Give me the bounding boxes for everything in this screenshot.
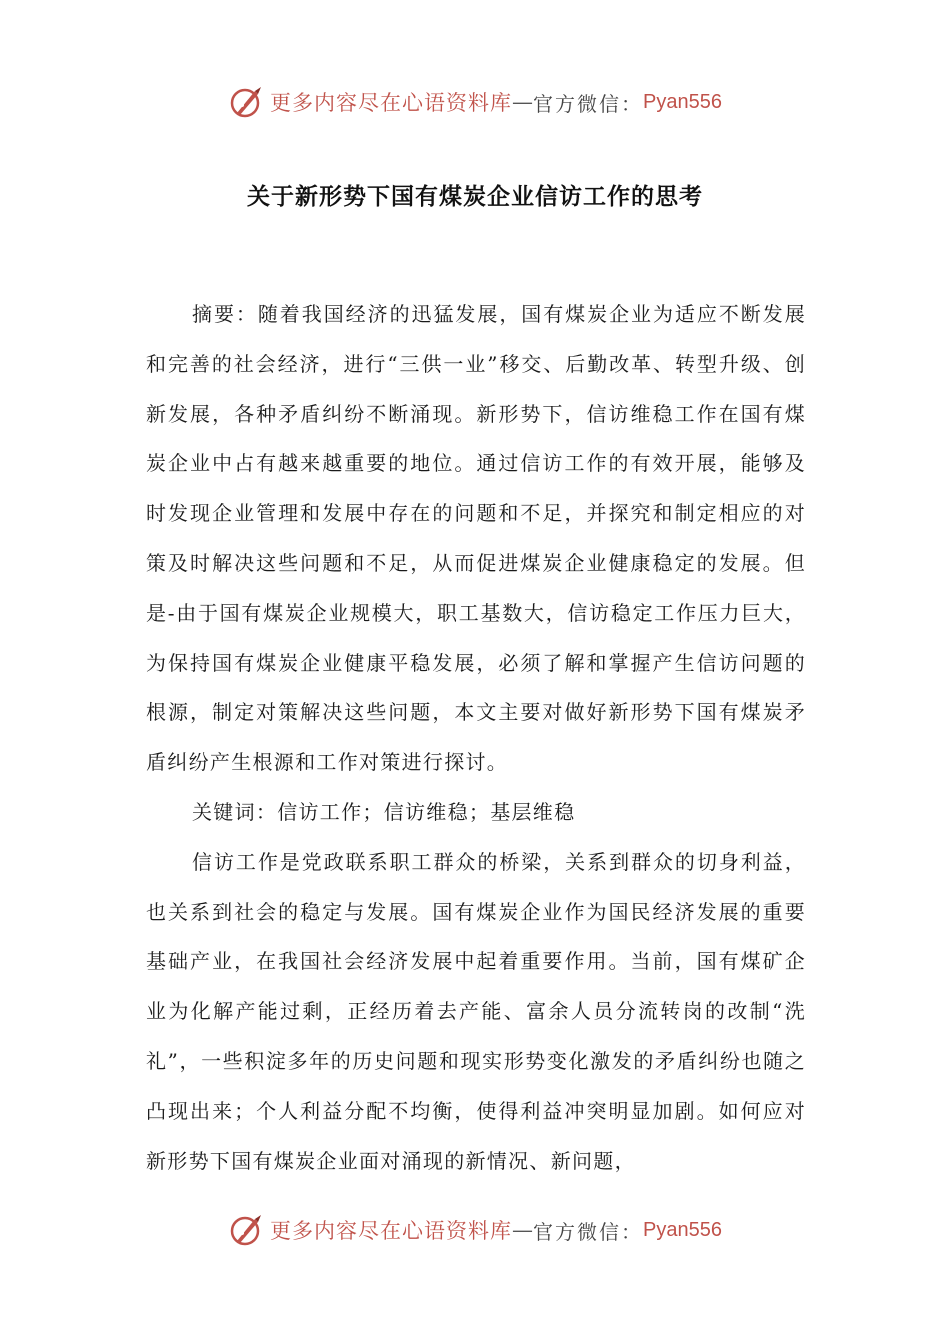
body-paragraph: 信访工作是党政联系职工群众的桥梁，关系到群众的切身利益，也关系到社会的稳定与发展。国有煤炭企业作为国民经济发展的重要基础产业，在我国社会经济发展中起着重要作用。当前，国有煤矿企业为化解产能过剩，正经历着去产能、富余人员分流转岗的改制“洗礼”，一些积淀多年的历史问题和现实形势变化激发的矛盾纠纷也随之凸现出来；个人利益分配不均衡，使得利益冲突明显加剧。如何应对新形势下国有煤炭企业面对涌现的新情况、新问题， — [146, 849, 806, 1173]
banner-separator: — — [512, 90, 534, 114]
banner-wechat-id: Pyan556 — [643, 1218, 722, 1241]
header-watermark-banner — [0, 82, 950, 122]
banner-wechat-id: Pyan556 — [643, 90, 722, 113]
banner-brand-text: 更多内容尽在心语资料库 — [270, 1219, 513, 1243]
banner-wechat-label: 官方微信： — [533, 1219, 644, 1244]
document-body — [146, 290, 806, 1186]
footer-watermark-banner — [0, 1210, 950, 1250]
banner-wechat-label: 官方微信： — [533, 91, 644, 116]
keywords-paragraph: 关键词：信访工作；信访维稳；基层维稳 — [192, 799, 576, 824]
abstract-paragraph: 摘要：随着我国经济的迅猛发展，国有煤炭企业为适应不断发展和完善的社会经济，进行“三供一业”移交、后勤改革、转型升级、创新发展，各种矛盾纠纷不断涌现。新形势下，信访维稳工作在国有煤炭企业中占有越来越重要的地位。通过信访工作的有效开展，能够及时发现企业管理和发展中存在的问题和不足，并探究和制定相应的对策及时解决这些问题和不足，从而促进煤炭企业健康稳定的发展。但是-由于国有煤炭企业规模大，职工基数大，信访稳定工作压力巨大，为保持国有煤炭企业健康平稳发展，必须了解和掌握产生信访问题的根源，制定对策解决这些问题，本文主要对做好新形势下国有煤炭矛盾纠纷产生根源和工作对策进行探讨。 — [146, 302, 806, 775]
quill-pen-logo-icon — [228, 1212, 264, 1248]
quill-pen-logo-icon — [228, 84, 264, 120]
document-title: 关于新形势下国有煤炭企业信访工作的思考 — [247, 184, 703, 210]
banner-brand-text: 更多内容尽在心语资料库 — [270, 91, 513, 115]
banner-separator: — — [512, 1218, 534, 1242]
